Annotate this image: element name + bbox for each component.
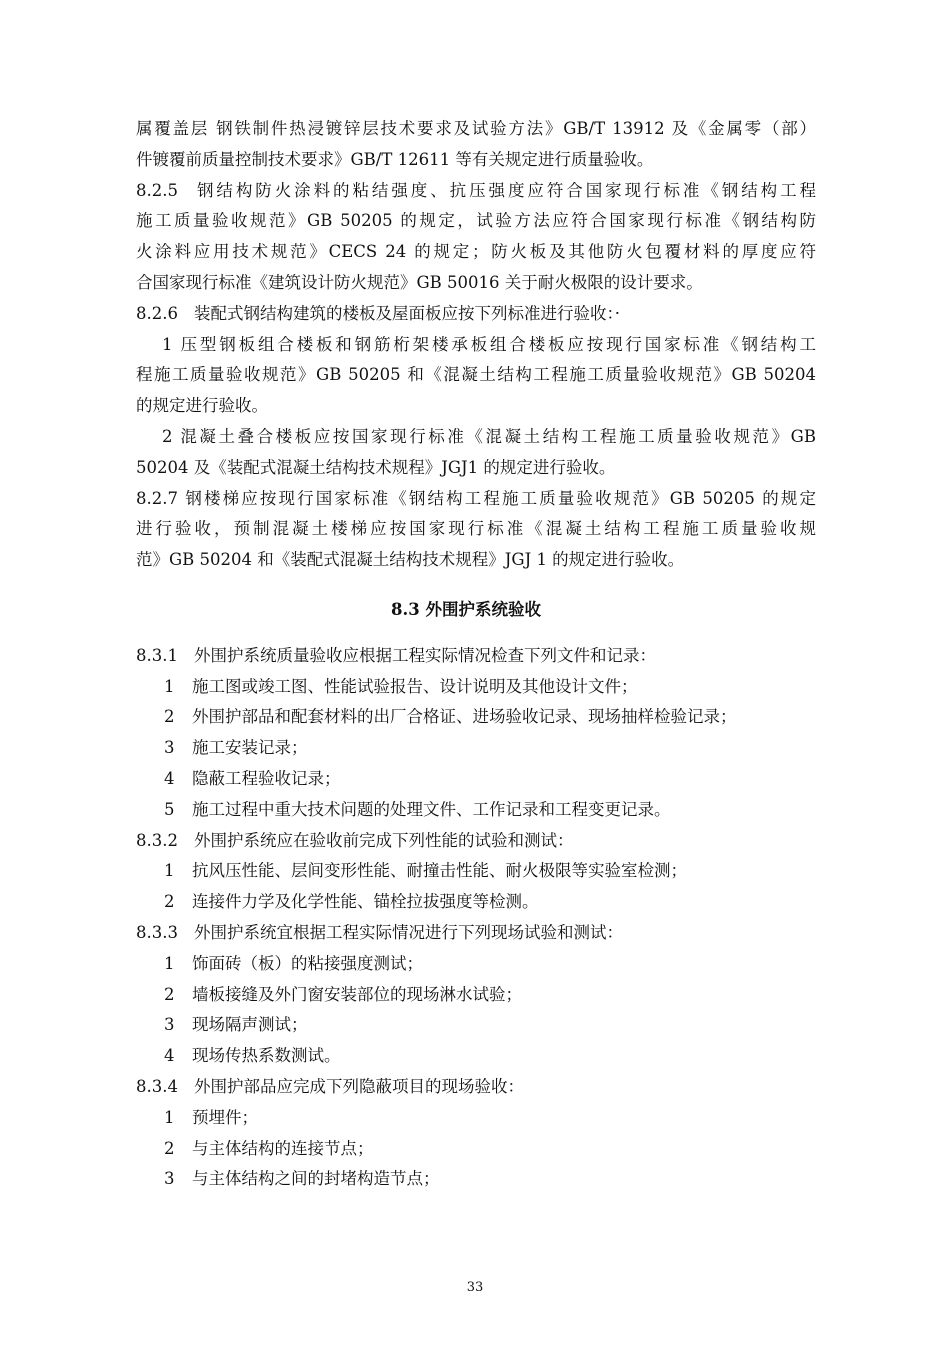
list-item — [136, 949, 816, 980]
clause-text: 装配式钢结构建筑的楼板及屋面板应按下列标准进行验收：· — [194, 303, 620, 323]
list-item-number: 1 — [164, 1107, 175, 1127]
list-item-text: 现场隔声测试； — [192, 1015, 308, 1035]
list-item-text: 施工安装记录； — [192, 738, 308, 758]
list-item — [136, 1103, 816, 1134]
list-item-text: 外围护部品和配套材料的出厂合格证、进场验收记录、现场抽样检验记录； — [192, 707, 737, 727]
list-item-number: 3 — [164, 1169, 175, 1189]
list-item-number: 3 — [164, 1015, 175, 1035]
list-item-number: 2 — [164, 892, 175, 912]
list-item — [136, 672, 816, 703]
clause — [136, 1072, 816, 1103]
clause-8-2-6 — [136, 299, 816, 330]
list-item-text: 隐蔽工程验收记录； — [192, 768, 341, 788]
clause — [136, 918, 816, 949]
text-line: 件镀覆前质量控制技术要求》GB/T 12611 等有关规定进行质量验收。 — [136, 149, 654, 169]
clause-number: 8.3.3 — [136, 922, 178, 942]
clause — [136, 641, 816, 672]
clause-text: 外围护系统应在验收前完成下列性能的试验和测试： — [194, 830, 574, 850]
clause — [136, 826, 816, 857]
page-content — [136, 114, 816, 1195]
text-line: 范》GB 50204 和《装配式混凝土结构技术规程》JGJ 1 的规定进行验收。 — [136, 550, 685, 570]
clause-number: 8.3.1 — [136, 645, 178, 665]
section-heading: 8.3 外围护系统验收 — [391, 599, 541, 619]
clause-number: 8.3.4 — [136, 1076, 178, 1096]
text-line: 施工质量验收规范》GB 50205 的规定，试验方法应符合国家现行标准《钢结构防 — [136, 211, 816, 231]
list-item — [136, 702, 816, 733]
list-item-text: 施工过程中重大技术问题的处理文件、工作记录和工程变更记录。 — [192, 799, 671, 819]
list-item-text: 与主体结构之间的封堵构造节点； — [192, 1169, 440, 1189]
list-item — [136, 764, 816, 795]
list-item-text: 抗风压性能、层间变形性能、耐撞击性能、耐火极限等实验室检测； — [192, 861, 687, 881]
list-item-number: 4 — [164, 768, 175, 788]
list-item — [136, 1041, 816, 1072]
list-item-number: 5 — [164, 799, 175, 819]
list-item — [136, 1164, 816, 1195]
list-item — [136, 887, 816, 918]
list-item-line: 2 混凝土叠合楼板应按国家现行标准《混凝土结构工程施工质量验收规范》GB — [162, 426, 816, 446]
clause-text: 钢结构防火涂料的粘结强度、抗压强度应符合国家现行标准《钢结构工程 — [194, 180, 816, 200]
text-line: 火涂料应用技术规范》CECS 24 的规定；防火板及其他防火包覆材料的厚度应符 — [136, 242, 816, 262]
list-item-text: 饰面砖（板）的粘接强度测试； — [192, 953, 423, 973]
list-item-number: 3 — [164, 738, 175, 758]
list-item-number: 2 — [164, 984, 175, 1004]
clause-text: 外围护系统宜根据工程实际情况进行下列现场试验和测试： — [194, 922, 623, 942]
list-item — [136, 980, 816, 1011]
list-item — [136, 856, 816, 887]
page-number: 33 — [466, 1280, 484, 1295]
list-item-text: 连接件力学及化学性能、锚栓拉拔强度等检测。 — [192, 892, 539, 912]
list-item-number: 1 — [164, 953, 175, 973]
list-item — [136, 733, 816, 764]
text-line: 属覆盖层 钢铁制件热浸镀锌层技术要求及试验方法》GB/T 13912 及《金属零（部） — [136, 119, 816, 138]
list-item — [136, 1134, 816, 1165]
text-line: 程施工质量验收规范》GB 50205 和《混凝土结构工程施工质量验收规范》GB 50204 — [136, 365, 816, 385]
list-item-number: 4 — [164, 1046, 175, 1066]
list-item-line: 1 压型钢板组合楼板和钢筋桁架楼承板组合楼板应按现行国家标准《钢结构工 — [162, 334, 816, 354]
list-item-number: 1 — [164, 861, 175, 881]
clause-text: 外围护部品应完成下列隐蔽项目的现场验收： — [194, 1076, 524, 1096]
clause-8-2-7: 8.2.7 钢楼梯应按现行国家标准《钢结构工程施工质量验收规范》GB 50205 的规定 — [136, 488, 816, 508]
list-item — [136, 795, 816, 826]
list-item-text: 墙板接缝及外门窗安装部位的现场淋水试验； — [192, 984, 522, 1004]
list-item-text: 现场传热系数测试。 — [192, 1046, 341, 1066]
clause-number: 8.2.6 — [136, 303, 178, 323]
text-line: 50204 及《装配式混凝土结构技术规程》JGJ1 的规定进行验收。 — [136, 457, 616, 477]
list-item-text: 与主体结构的连接节点； — [192, 1138, 374, 1158]
list-item-number: 2 — [164, 1138, 175, 1158]
clause-number: 8.2.5 — [136, 180, 178, 200]
list-item-text: 施工图或竣工图、性能试验报告、设计说明及其他设计文件； — [192, 676, 638, 696]
list-item-number: 2 — [164, 707, 175, 727]
text-line: 的规定进行验收。 — [136, 396, 268, 416]
clause-number: 8.3.2 — [136, 830, 178, 850]
section-list — [136, 641, 816, 1195]
clause-text: 外围护系统质量验收应根据工程实际情况检查下列文件和记录： — [194, 645, 656, 665]
list-item-text: 预埋件； — [192, 1107, 258, 1127]
text-line: 合国家现行标准《建筑设计防火规范》GB 50016 关于耐火极限的设计要求。 — [136, 272, 703, 292]
list-item — [136, 1010, 816, 1041]
list-item-number: 1 — [164, 676, 175, 696]
clause-8-2-5 — [136, 176, 816, 207]
text-line: 进行验收，预制混凝土楼梯应按国家现行标准《混凝土结构工程施工质量验收规 — [136, 519, 816, 539]
